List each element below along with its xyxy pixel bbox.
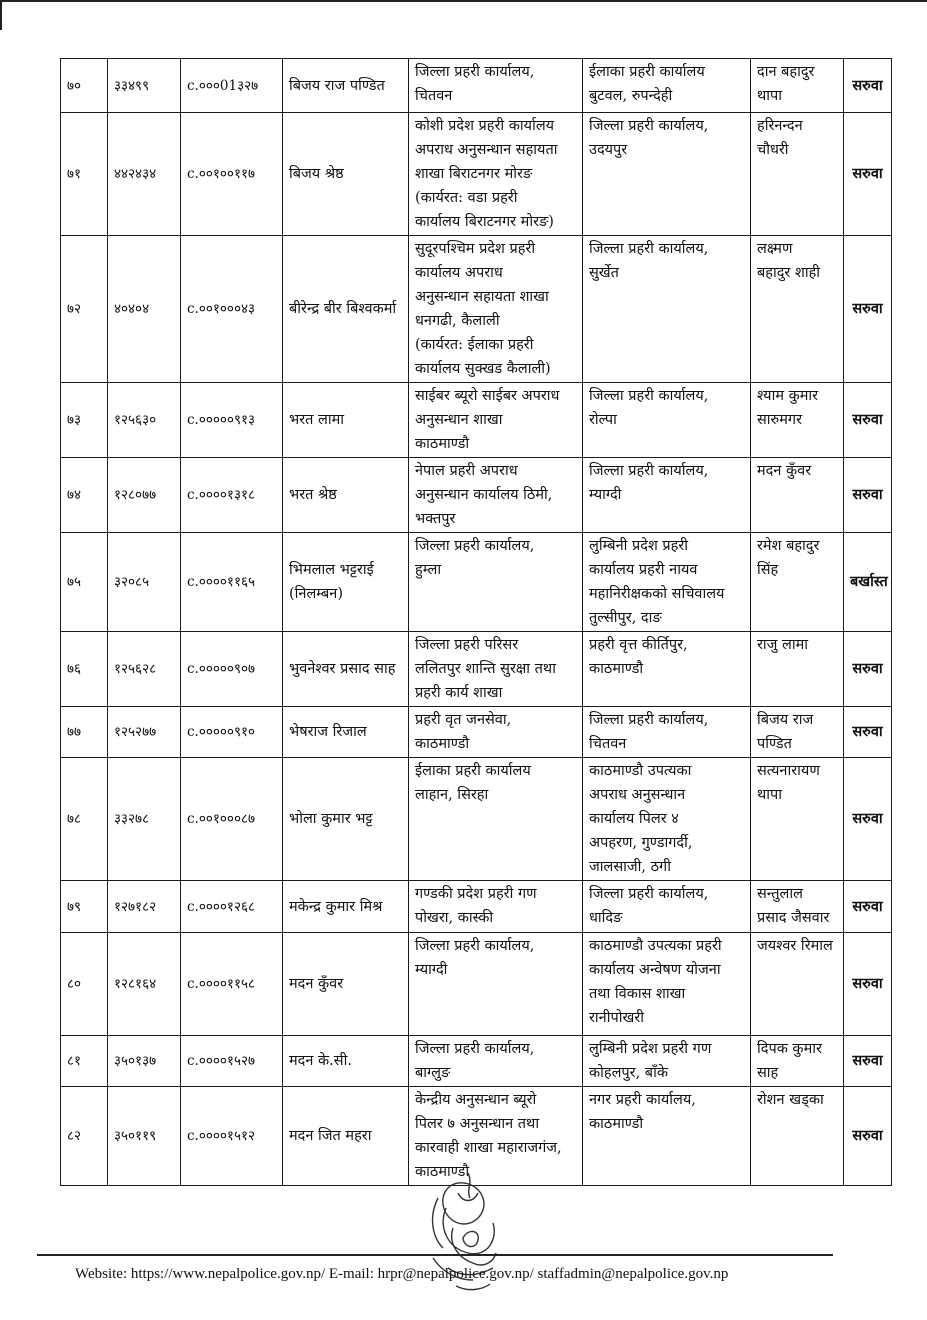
cell-serial: ७३ xyxy=(61,383,108,458)
cell-code: c.००००११६५ xyxy=(181,533,283,632)
cell-code: c.००००११५८ xyxy=(181,933,283,1036)
cell-replacement: रमेश बहादुर सिंह xyxy=(751,533,844,632)
cell-employee-id: ३३२७८ xyxy=(108,758,181,881)
cell-code: c.००१००११७ xyxy=(181,113,283,236)
cell-name: भरत लामा xyxy=(283,383,409,458)
cell-to-office: जिल्ला प्रहरी कार्यालय, रोल्पा xyxy=(583,383,751,458)
cell-serial: ७६ xyxy=(61,632,108,707)
cell-name: भोला कुमार भट्ट xyxy=(283,758,409,881)
cell-from-office: कोशी प्रदेश प्रहरी कार्यालय अपराध अनुसन्धान सहायता शाखा बिराटनगर मोरङ (कार्यरत: वडा प्रहरी कार्यालय बिराटनगर मोरङ) xyxy=(409,113,583,236)
cell-serial: ७७ xyxy=(61,707,108,758)
cell-employee-id: १२७१८२ xyxy=(108,881,181,933)
cell-replacement: सत्यनारायण थापा xyxy=(751,758,844,881)
cell-to-office: जिल्ला प्रहरी कार्यालय, धादिङ xyxy=(583,881,751,933)
cell-serial: ८१ xyxy=(61,1036,108,1087)
cell-serial: ७० xyxy=(61,59,108,113)
cell-to-office: लुम्बिनी प्रदेश प्रहरी गण कोहलपुर, बाँके xyxy=(583,1036,751,1087)
cell-to-office: ईलाका प्रहरी कार्यालय बुटवल, रुपन्देही xyxy=(583,59,751,113)
cell-name: बीरेन्द्र बीर बिश्वकर्मा xyxy=(283,236,409,383)
transfer-table xyxy=(60,58,892,1186)
page-top-border xyxy=(0,0,927,2)
cell-code: c.०००००९१३ xyxy=(181,383,283,458)
cell-status: सरुवा xyxy=(844,1087,892,1186)
cell-to-office: जिल्ला प्रहरी कार्यालय, चितवन xyxy=(583,707,751,758)
cell-employee-id: ३२०८५ xyxy=(108,533,181,632)
footer-contact: Website: https://www.nepalpolice.gov.np/ E-mail: hrpr@nepalpolice.gov.np/ staffadmin@nepalpolice.gov.np xyxy=(75,1266,729,1282)
cell-to-office: प्रहरी वृत्त कीर्तिपुर, काठमाण्डौ xyxy=(583,632,751,707)
cell-status: सरुवा xyxy=(844,933,892,1036)
table-row xyxy=(61,933,892,1036)
table-row xyxy=(61,881,892,933)
cell-employee-id: १२५२७७ xyxy=(108,707,181,758)
cell-serial: ७४ xyxy=(61,458,108,533)
cell-code: c.००१०००८७ xyxy=(181,758,283,881)
cell-status: सरुवा xyxy=(844,1036,892,1087)
cell-employee-id: ३५०११९ xyxy=(108,1087,181,1186)
cell-code: c.००००१५२७ xyxy=(181,1036,283,1087)
cell-status: सरुवा xyxy=(844,59,892,113)
cell-name: मदन के.सी. xyxy=(283,1036,409,1087)
cell-replacement: मदन कुँवर xyxy=(751,458,844,533)
cell-status: सरुवा xyxy=(844,458,892,533)
cell-from-office: ईलाका प्रहरी कार्यालय लाहान, सिरहा xyxy=(409,758,583,881)
cell-employee-id: १२५६३० xyxy=(108,383,181,458)
cell-code: c.००००१२६८ xyxy=(181,881,283,933)
cell-status: सरुवा xyxy=(844,707,892,758)
cell-code: c.००००१५१२ xyxy=(181,1087,283,1186)
cell-to-office: जिल्ला प्रहरी कार्यालय, उदयपुर xyxy=(583,113,751,236)
cell-serial: ७५ xyxy=(61,533,108,632)
footer-rule xyxy=(37,1254,833,1256)
cell-replacement: राजु लामा xyxy=(751,632,844,707)
cell-from-office: केन्द्रीय अनुसन्धान ब्यूरो पिलर ७ अनुसन्धान तथा कारवाही शाखा महाराजगंज, काठमाण्डौ xyxy=(409,1087,583,1186)
cell-from-office: सुदूरपश्चिम प्रदेश प्रहरी कार्यालय अपराध अनुसन्धान सहायता शाखा धनगढी, कैलाली (कार्यरत: ईलाका प्रहरी कार्यालय सुक्खड कैलाली) xyxy=(409,236,583,383)
table-row xyxy=(61,458,892,533)
cell-from-office: नेपाल प्रहरी अपराध अनुसन्धान कार्यालय ठिमी, भक्तपुर xyxy=(409,458,583,533)
cell-status: सरुवा xyxy=(844,632,892,707)
cell-employee-id: १२८१६४ xyxy=(108,933,181,1036)
cell-replacement: जयश्वर रिमाल xyxy=(751,933,844,1036)
cell-status: बर्खास्त xyxy=(844,533,892,632)
page-left-border xyxy=(0,0,2,30)
cell-status: सरुवा xyxy=(844,383,892,458)
cell-code: c.००००१३१८ xyxy=(181,458,283,533)
cell-name: भुवनेश्वर प्रसाद साह xyxy=(283,632,409,707)
cell-name: मदन जित महरा xyxy=(283,1087,409,1186)
cell-name: भिमलाल भट्टराई (निलम्बन) xyxy=(283,533,409,632)
cell-employee-id: ४०४०४ xyxy=(108,236,181,383)
cell-from-office: जिल्ला प्रहरी कार्यालय, बाग्लुङ xyxy=(409,1036,583,1087)
cell-name: मकेन्द्र कुमार मिश्र xyxy=(283,881,409,933)
table-row xyxy=(61,533,892,632)
cell-serial: ७२ xyxy=(61,236,108,383)
cell-employee-id: १२८०७७ xyxy=(108,458,181,533)
cell-to-office: काठमाण्डौ उपत्यका प्रहरी कार्यालय अन्वेषण योजना तथा विकास शाखा रानीपोखरी xyxy=(583,933,751,1036)
table-row xyxy=(61,59,892,113)
cell-employee-id: ४४२४३४ xyxy=(108,113,181,236)
cell-employee-id: ३५०१३७ xyxy=(108,1036,181,1087)
cell-from-office: जिल्ला प्रहरी कार्यालय, म्याग्दी xyxy=(409,933,583,1036)
cell-status: सरुवा xyxy=(844,758,892,881)
cell-status: सरुवा xyxy=(844,113,892,236)
cell-employee-id: १२५६२८ xyxy=(108,632,181,707)
cell-serial: ७१ xyxy=(61,113,108,236)
cell-status: सरुवा xyxy=(844,881,892,933)
cell-to-office: जिल्ला प्रहरी कार्यालय, म्याग्दी xyxy=(583,458,751,533)
cell-serial: ८२ xyxy=(61,1087,108,1186)
cell-serial: ७९ xyxy=(61,881,108,933)
cell-name: बिजय राज पण्डित xyxy=(283,59,409,113)
cell-to-office: लुम्बिनी प्रदेश प्रहरी कार्यालय प्रहरी नायव महानिरीक्षकको सचिवालय तुल्सीपुर, दाङ xyxy=(583,533,751,632)
cell-replacement: दान बहादुर थापा xyxy=(751,59,844,113)
table-row xyxy=(61,113,892,236)
table-row xyxy=(61,632,892,707)
cell-from-office: प्रहरी वृत जनसेवा, काठमाण्डौ xyxy=(409,707,583,758)
cell-name: मदन कुँवर xyxy=(283,933,409,1036)
cell-serial: ७८ xyxy=(61,758,108,881)
cell-code: c.००१०००४३ xyxy=(181,236,283,383)
cell-from-office: जिल्ला प्रहरी कार्यालय, चितवन xyxy=(409,59,583,113)
signature-seal-icon xyxy=(418,1168,518,1318)
cell-to-office: जिल्ला प्रहरी कार्यालय, सुर्खेत xyxy=(583,236,751,383)
cell-replacement: श्याम कुमार सारुमगर xyxy=(751,383,844,458)
cell-code: c.०००01३२७ xyxy=(181,59,283,113)
cell-replacement: सन्तुलाल प्रसाद जैसवार xyxy=(751,881,844,933)
cell-from-office: जिल्ला प्रहरी कार्यालय, हुम्ला xyxy=(409,533,583,632)
cell-replacement: रोशन खड्का xyxy=(751,1087,844,1186)
table-row xyxy=(61,758,892,881)
cell-name: भेषराज रिजाल xyxy=(283,707,409,758)
cell-replacement: दिपक कुमार साह xyxy=(751,1036,844,1087)
table-row xyxy=(61,707,892,758)
cell-code: c.०००००९१० xyxy=(181,707,283,758)
cell-replacement: हरिनन्दन चौधरी xyxy=(751,113,844,236)
table-row xyxy=(61,236,892,383)
cell-from-office: साईबर ब्यूरो साईबर अपराध अनुसन्धान शाखा काठमाण्डौ xyxy=(409,383,583,458)
cell-code: c.०००००९०७ xyxy=(181,632,283,707)
cell-from-office: गण्डकी प्रदेश प्रहरी गण पोखरा, कास्की xyxy=(409,881,583,933)
cell-replacement: बिजय राज पण्डित xyxy=(751,707,844,758)
table-row xyxy=(61,383,892,458)
cell-serial: ८० xyxy=(61,933,108,1036)
cell-from-office: जिल्ला प्रहरी परिसर ललितपुर शान्ति सुरक्षा तथा प्रहरी कार्य शाखा xyxy=(409,632,583,707)
cell-to-office: काठमाण्डौ उपत्यका अपराध अनुसन्धान कार्यालय पिलर ४ अपहरण, गुण्डागर्दी, जालसाजी, ठगी xyxy=(583,758,751,881)
cell-employee-id: ३३४९९ xyxy=(108,59,181,113)
cell-name: भरत श्रेष्ठ xyxy=(283,458,409,533)
cell-replacement: लक्ष्मण बहादुर शाही xyxy=(751,236,844,383)
cell-name: बिजय श्रेष्ठ xyxy=(283,113,409,236)
cell-status: सरुवा xyxy=(844,236,892,383)
cell-to-office: नगर प्रहरी कार्यालय, काठमाण्डौ xyxy=(583,1087,751,1186)
table-row xyxy=(61,1036,892,1087)
